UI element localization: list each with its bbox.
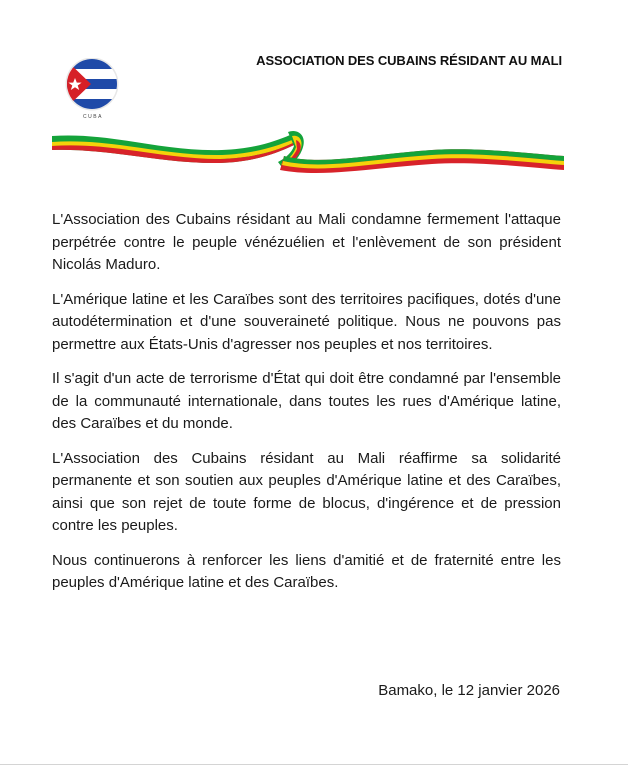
paragraph: Nous continuerons à renforcer les liens d'amitié et de fraternité entre les peuples d'Amérique latine et des Caraïbes. xyxy=(52,551,561,591)
page-bottom-divider xyxy=(0,764,628,765)
paragraph: Il s'agit d'un acte de terrorisme d'État qui doit être condamné par l'ensemble de la communauté internationale, dans toutes les rues d'Amérique latine, des Caraïbes et du monde. xyxy=(52,370,561,432)
paragraph: L'Association des Cubains résidant au Mali condamne fermement l'attaque perpétrée contre le peuple vénézuélien et l'enlèvement de son président Nicolás Maduro. xyxy=(52,211,561,273)
page-title: ASSOCIATION DES CUBAINS RÉSIDANT AU MALI xyxy=(256,53,562,68)
cuba-flag-logo-icon xyxy=(64,58,122,124)
paragraph: L'Association des Cubains résidant au Mali réaffirme sa solidarité permanente et son soutien aux peuples d'Amérique latine et des Caraïbes, ainsi que son rejet de toute forme de blocus, d'ingérence et de pression contre les peuples. xyxy=(52,449,561,534)
mali-flag-ribbon-icon xyxy=(52,126,564,186)
place-and-date: Bamako, le 12 janvier 2026 xyxy=(378,682,560,699)
cuba-flag-circle-icon xyxy=(64,58,122,114)
paragraph: L'Amérique latine et les Caraïbes sont des territoires pacifiques, dotés d'une autodétermination et d'une souveraineté politique. Nous ne pouvons pas permettre aux États-Unis d'agresser nos peuples et nos territoires. xyxy=(52,290,561,353)
letter-body xyxy=(52,209,561,607)
logo-caption: CUBA xyxy=(83,114,103,120)
